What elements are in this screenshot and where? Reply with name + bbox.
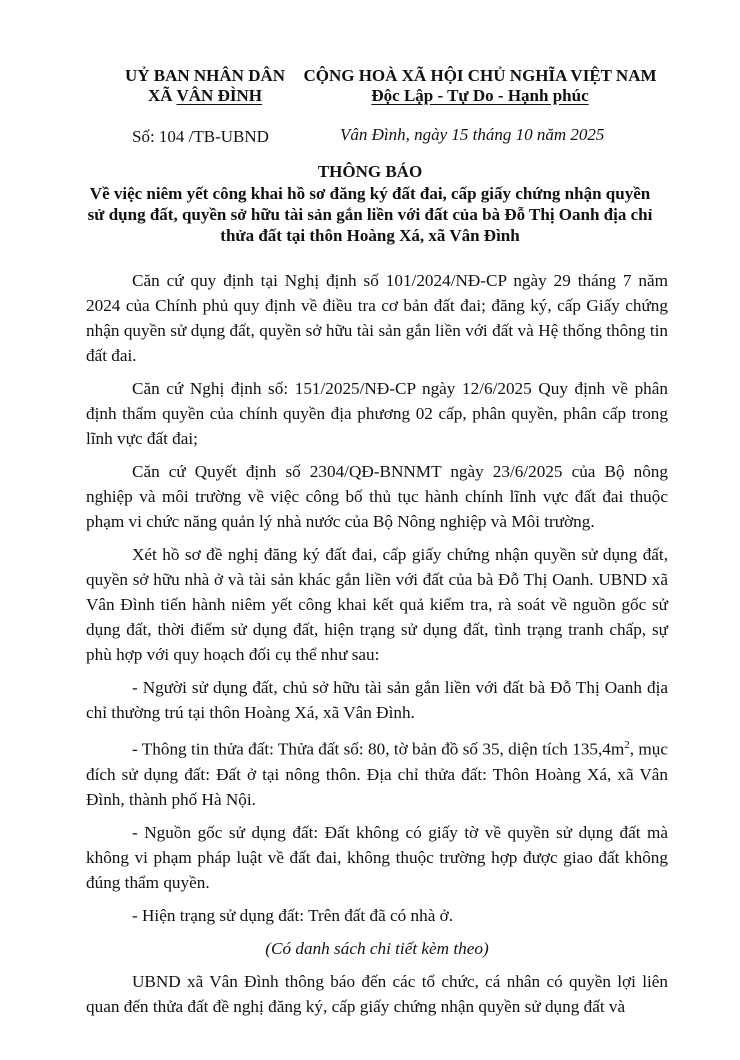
subtitle-line1: Về việc niêm yết công khai hồ sơ đăng ký đất đai, cấp giấy chứng nhận quyền bbox=[89, 184, 651, 203]
document-title: THÔNG BÁO bbox=[317, 162, 423, 181]
paragraph-legal-basis-3: Căn cứ Quyết định số 2304/QĐ-BNNMT ngày 23/6/2025 của Bộ nông nghiệp và môi trường về việc công bố thủ tục hành chính lĩnh vực đất đai thuộc phạm vi chức năng quản lý nhà nước của Bộ Nông nghiệp và Môi trường. bbox=[86, 462, 668, 531]
paragraph-land-user: - Người sử dụng đất, chủ sở hữu tài sản gắn liền với đất bà Đỗ Thị Oanh địa chỉ thường trú tại thôn Hoàng Xá, xã Vân Đình. bbox=[86, 678, 668, 722]
paragraph-land-origin: - Nguồn gốc sử dụng đất: Đất không có giấy tờ về quyền sử dụng đất mà không vi phạm pháp luật về đất đai, không thuộc trường hợp được giao đất không đúng thẩm quyền. bbox=[86, 822, 668, 892]
paragraph-parcel-info bbox=[86, 733, 668, 812]
document-date: Vân Đình, ngày 15 tháng 10 năm 2025 bbox=[340, 125, 605, 144]
subtitle-line3: thửa đất tại thôn Hoàng Xá, xã Vân Đình bbox=[220, 226, 520, 245]
document-body bbox=[86, 268, 668, 1027]
paragraph-legal-basis-1: Căn cứ quy định tại Nghị định số 101/2024/NĐ-CP ngày 29 tháng 7 năm 2024 của Chính phủ quy định về điều tra cơ bản đất đai; đăng ký, cấp Giấy chứng nhận quyền sử dụng đất, quyền sở hữu tài sản gắn liền với đất và Hệ thống thông tin đất đai. bbox=[86, 271, 668, 365]
national-title: CỘNG HOÀ XÃ HỘI CHỦ NGHĨA VIỆT NAM bbox=[303, 66, 657, 85]
issuer-line2-name: VÂN ĐÌNH bbox=[176, 86, 262, 105]
area-unit-superscript: 2 bbox=[624, 739, 630, 751]
issuer-line2 bbox=[110, 86, 300, 106]
paragraph-legal-basis-2: Căn cứ Nghị định số: 151/2025/NĐ-CP ngày 12/6/2025 Quy định về phân định thẩm quyền của chính quyền địa phương 02 cấp, phân quyền, phân cấp trong lĩnh vực đất đai; bbox=[86, 379, 668, 448]
parcel-info-text-cont: , mục đích sử dụng đất: Đất ở tại nông thôn. Địa chỉ thửa đất: Thôn Hoàng Xá, xã Vân Đình, thành phố Hà Nội. bbox=[86, 739, 668, 809]
issuer-name bbox=[110, 66, 300, 106]
document-number: Số: 104 /TB-UBND bbox=[132, 127, 269, 146]
issuer-line1: UỶ BAN NHÂN DÂN bbox=[124, 66, 286, 85]
subtitle-line2: sử dụng đất, quyền sở hữu tài sản gắn liền với đất của bà Đỗ Thị Oanh địa chỉ bbox=[87, 205, 653, 224]
paragraph-land-status: - Hiện trạng sử dụng đất: Trên đất đã có nhà ở. bbox=[132, 905, 454, 925]
issuer-line2-prefix: XÃ bbox=[148, 86, 177, 105]
paragraph-closing: UBND xã Vân Đình thông báo đến các tổ chức, cá nhân có quyền lợi liên quan đến thửa đất đề nghị đăng ký, cấp giấy chứng nhận quyền sử dụng đất và bbox=[86, 971, 668, 1016]
parcel-info-text: - Thông tin thửa đất: Thửa đất số: 80, tờ bản đồ số 35, diện tích 135,4m bbox=[132, 739, 625, 759]
document-subtitle bbox=[60, 183, 680, 246]
national-motto: Độc Lập - Tự Do - Hạnh phúc bbox=[371, 86, 589, 105]
attachment-note: (Có danh sách chi tiết kèm theo) bbox=[265, 938, 489, 958]
national-heading bbox=[300, 66, 660, 106]
paragraph-review: Xét hồ sơ đề nghị đăng ký đất đai, cấp giấy chứng nhận quyền sử dụng đất, quyền sở hữu nhà ở và tài sản khác gắn liền với đất của bà Đỗ Thị Oanh. UBND xã Vân Đình tiến hành niêm yết công khai kết quả kiểm tra, rà soát về nguồn gốc sử dụng đất, thời điểm sử dụng đất, hiện trạng sử dụng đất, tình trạng tranh chấp, sự phù hợp với quy hoạch đối cụ thể như sau: bbox=[86, 545, 668, 664]
